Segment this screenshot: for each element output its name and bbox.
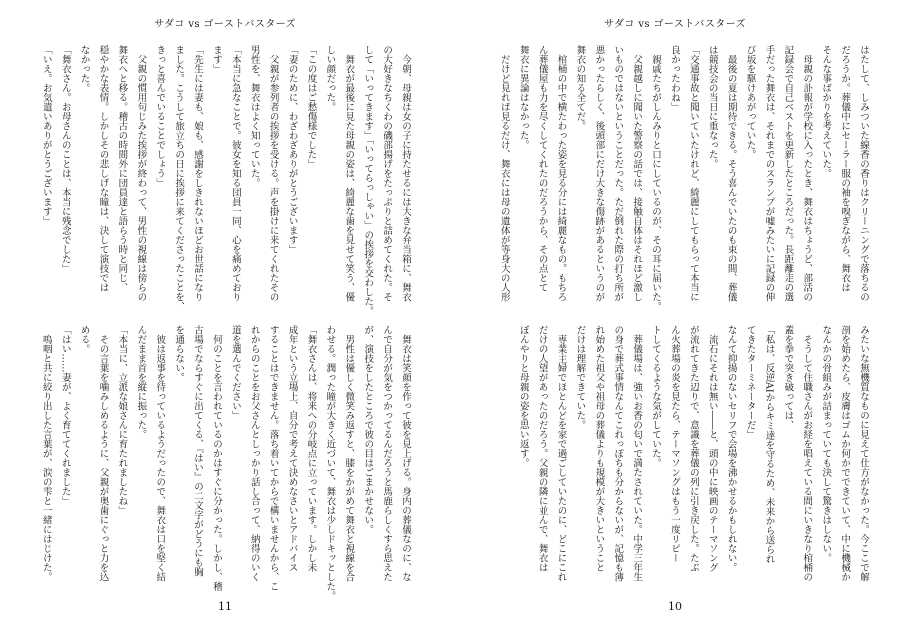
text-column: なんかの骨組みが詰まっていても決して驚きはしない。 (820, 325, 832, 563)
text-column: 専業主婦でほとんどを家で過ごしていたのに、どこにこれ (555, 325, 567, 582)
text-column: そうして住職さんがお経を唱えている間にいきなり棺桶の (801, 325, 813, 582)
text-column: わせる。潤った瞳が大きく近づいて、舞衣は少しドキッとした。 (324, 325, 336, 601)
text-column: ます」 (210, 45, 222, 74)
text-column: ました。こうして旅立ちの日に挨拶に来てくださったことを、 (173, 45, 185, 311)
text-column: 嗚咽と共に絞り出した言葉が、涙の雫と一緒にはじけた。 (40, 325, 52, 582)
page-number: 11 (218, 600, 232, 613)
text-column: んだまま首を縦に振った。 (135, 325, 147, 439)
text-column: 母親の訃報が学校に入ったとき、舞衣はちょうど、部活の (801, 45, 813, 302)
text-column: 「交通事故と聞いていたけれど、綺麗にしてもらって本当に (687, 45, 699, 302)
running-header: サダコ vs ゴーストバスターズ (604, 19, 746, 30)
text-column: てきたターミネーターだ」 (744, 325, 756, 439)
text-column: いものではないということだった。ただ倒れた際の打ち所が (612, 45, 624, 302)
text-column: 「この度はご愁傷様でした」 (305, 45, 317, 169)
text-column: 「舞衣さんは、将来への分岐点に立っています。しかし未 (305, 325, 317, 572)
text-column: 彼は返事を待っているようだったので、舞衣は口を堅く結 (154, 325, 166, 582)
text-column: 「先生には妻も、娘も、感謝をしきれないほどお世話になり (192, 45, 204, 302)
text-column: 「舞衣さん。お母さんのことは、本当に残念でした」 (59, 45, 71, 273)
text-column: が流れてきた辺りで、意識を葬儀の列に引き戻した。たぶ (687, 325, 699, 572)
lower-text-block (36, 325, 414, 601)
text-column: 舞衣が最後に見た母親の姿は、綺麗な歯を見せて笑う、優 (343, 45, 355, 302)
text-column: 穏やかな表情。しかしその悲しげな瞳は、決して演技では (97, 45, 109, 292)
text-column: める。 (78, 325, 90, 354)
text-column: だけは理解できていた。 (574, 325, 586, 430)
upper-text-block (494, 45, 872, 309)
text-column: トしてくるような気がしていた。 (650, 325, 662, 468)
page-number: 10 (668, 600, 682, 613)
text-column: 男性は優しく微笑み返すと、膝をかがめて舞衣と視線を合 (343, 325, 355, 582)
text-column: 流石にそれは無い――と、頭の中に映画のテーマソング (706, 325, 718, 572)
text-column: 何のことを言われているのかはすぐに分かった。しかし、稽 (210, 325, 222, 591)
text-column: 「本当に、立派な娘さんに育たれましたね」 (116, 325, 128, 515)
text-column: 手だった舞衣は、それまでのスランプが嘘みたいに記録の伸 (763, 45, 775, 302)
text-column: 葬儀場は、強いお香の匂いで満たされていた。中学三年生 (631, 325, 643, 582)
text-column: が、演技をしたところで彼の目はごまかせない。 (362, 325, 374, 534)
text-column: の身で葬式事情なんてこれっぽちも分からないが、記憶も薄 (612, 325, 624, 582)
text-column: 道を選んでください」 (229, 325, 241, 420)
running-header: サダコ vs ゴーストバスターズ (154, 19, 296, 30)
text-column: して「いってきます」「いってらっしゃい」の挨拶を交わした。 (362, 45, 374, 316)
text-column: 「私は、反逆AIからキミ達を守るため、未来から送られ (763, 325, 775, 564)
text-column: 舞衣へと移る。稽古の時間外に団員達と語らう時と同じ、 (116, 45, 128, 292)
text-column: 舞衣は笑顔を作って彼を見上げる。身内の葬儀なのに、な (400, 325, 411, 582)
upper-text-block (36, 45, 414, 316)
text-column: 「妻のために、わざわざありがとうございます」 (286, 45, 298, 254)
text-column: 「いえ。お気遣いありがとうございます」 (40, 45, 52, 226)
text-column: 最後の夏は期待できる。そう喜んでいたのも束の間、葬儀 (725, 45, 737, 302)
text-column: 父親の慣用句じみた挨拶が終わって、男性の視線は傍らの (135, 45, 147, 302)
text-column: しい顔だった。 (324, 45, 336, 112)
text-column: はたして、しみついた線香の香りはクリーニングで落ちるの (858, 45, 869, 302)
text-column: を通らない。 (173, 325, 185, 382)
text-column: 父親が参列者の挨拶を受ける。声を掛けに来てくれたその (267, 45, 279, 302)
text-column: だけど見れば見るだけ、舞衣には母の遺体が等身大の人形 (498, 45, 510, 302)
text-column: だろうか。葬儀中にセーラー服の袖を嗅ぎながら、舞衣は (839, 45, 851, 292)
text-column: び坂を駆けあがっていた。 (744, 45, 756, 159)
text-column: 親戚たちがしんみりと口にしているのが、その耳に届いた。 (650, 45, 662, 311)
text-column: 父親越しに聞いた警察の話では、接触自体はそれほど激し (631, 45, 643, 302)
text-column: 棺桶の中で横たわった姿を見る分には綺麗なもの。もちろ (555, 45, 567, 302)
text-column: 悪かったらしく、後頭部にだけ大きな傷跡があるというのが (593, 45, 605, 302)
text-column: 記録会で自己ベストを更新したところだった。長距離走の選 (782, 45, 794, 302)
text-column: んで自分が気をつかってるんだろうと馬鹿らしくすら思えた (381, 325, 393, 582)
right-page (450, 0, 900, 638)
text-column: だけの人望があったのだろう。父親の隣に並んで、舞衣は (536, 325, 548, 572)
text-column: そんな事ばかりを考えていた。 (820, 45, 832, 178)
text-column: 男性を、舞衣はよく知っていた。 (248, 45, 260, 188)
text-column: なんて抑揚のないセリフで会場を沸かせるかもしれない。 (725, 325, 737, 572)
text-column: 古場でならすぐに出てくる、『はい』の二文字がどうにも胸 (192, 325, 204, 577)
text-column: その言葉を噛みしめるように、父親が奥歯にぐっと力を込 (97, 325, 109, 582)
text-column: することはできません。落ち着いてからで構いませんから、こ (267, 325, 279, 591)
text-column: 蓋を拳で突き破っては、 (782, 325, 794, 430)
text-column: 「はい……妻が、よく育ててくれました」 (59, 325, 71, 506)
text-column: みたいな無機質なものに見えて仕方がなかった。今ここで解 (858, 325, 869, 582)
text-column: きっと喜んでいることでしょう」 (154, 45, 166, 188)
text-column: れからのことをお父さんとしっかり話し合って、納得のいく (248, 325, 260, 582)
text-column: ん火葬場の炎を見たら、テーマソングはもう一度リピー (668, 325, 680, 563)
lower-text-block (494, 325, 872, 589)
text-column: 「本当に急なことで。彼女を知る団員一同、心を痛めており (229, 45, 241, 302)
text-column: は競技会の当日に重なった。 (706, 45, 718, 169)
text-column: ん葬儀屋も力を尽くしてくれたのだろうから、その点とて (536, 45, 548, 292)
text-column: 良かったわね」 (668, 45, 680, 112)
text-column: ぼんやりと母親の姿を思い返す。 (517, 325, 529, 468)
text-column: なかった。 (78, 45, 90, 93)
text-column: 今朝、母親は女の子に持たせるには大きな弁当箱に、舞衣 (400, 45, 411, 302)
text-column: 成年という立場上、自分で考えて決めなさいとアドバイス (286, 325, 298, 572)
text-column: れ始めた祖父や祖母の葬儀よりも規模が大きいということ (593, 325, 605, 572)
text-column: 剖を始めたら、皮膚はゴムか何かでできていて、中に機械か (839, 325, 851, 582)
text-column: 舞衣に異論はなかった。 (517, 45, 529, 150)
text-column: 舞衣の知る全てだ。 (574, 45, 586, 131)
text-column: の大好きなちくわの磯部揚げをたっぷりと詰めてくれた。そ (381, 45, 393, 302)
